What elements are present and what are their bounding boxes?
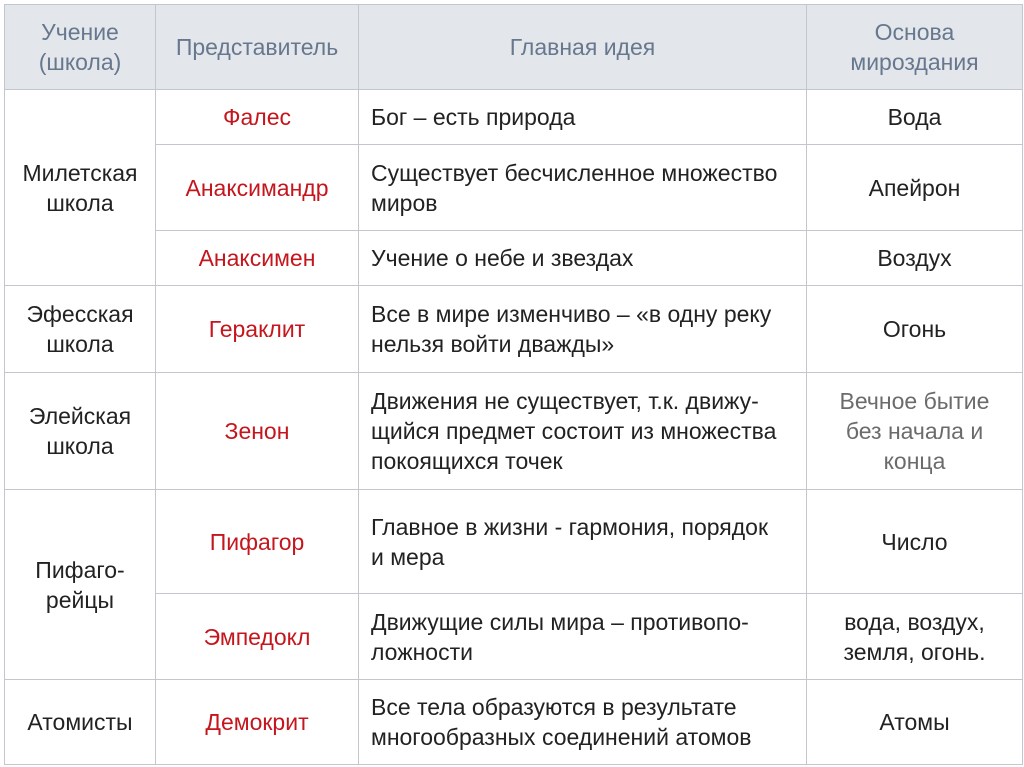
school-cell-ephesus: Эфесская школа [5, 286, 156, 373]
school-cell-elea: Элейская школа [5, 373, 156, 490]
idea-cell: Главное в жизни - гармония, порядок и мера [359, 490, 807, 594]
representative-cell: Гераклит [156, 286, 359, 373]
representative-cell: Пифагор [156, 490, 359, 594]
idea-cell: Бог – есть природа [359, 90, 807, 145]
basis-cell: Число [807, 490, 1023, 594]
idea-cell: Все тела образуются в результате многообразных соединений атомов [359, 680, 807, 765]
header-school: Учение (школа) [5, 5, 156, 90]
table-row [5, 490, 1023, 594]
table-row [5, 231, 1023, 286]
table-row [5, 373, 1023, 490]
header-idea: Главная идея [359, 5, 807, 90]
basis-cell: Огонь [807, 286, 1023, 373]
basis-cell: вода, воздух, земля, огонь. [807, 594, 1023, 680]
table-row [5, 286, 1023, 373]
idea-cell: Все в мире изменчиво – «в одну реку нельзя войти дважды» [359, 286, 807, 373]
basis-cell: Апейрон [807, 145, 1023, 231]
representative-cell: Зенон [156, 373, 359, 490]
basis-cell: Вода [807, 90, 1023, 145]
representative-cell: Эмпедокл [156, 594, 359, 680]
table-row [5, 594, 1023, 680]
table-row [5, 145, 1023, 231]
header-basis: Основа мироздания [807, 5, 1023, 90]
idea-cell: Учение о небе и звездах [359, 231, 807, 286]
school-cell-miletus: Милетская школа [5, 90, 156, 286]
representative-cell: Демокрит [156, 680, 359, 765]
basis-cell: Воздух [807, 231, 1023, 286]
table-header-row [5, 5, 1023, 90]
representative-cell: Фалес [156, 90, 359, 145]
basis-cell: Атомы [807, 680, 1023, 765]
school-cell-pythagoreans: Пифаго- рейцы [5, 490, 156, 680]
philosophy-schools-table [4, 4, 1023, 765]
representative-cell: Анаксимен [156, 231, 359, 286]
idea-cell: Движения не существует, т.к. движу- щийся предмет состоит из множества покоящихся точек [359, 373, 807, 490]
basis-cell: Вечное бытие без начала и конца [807, 373, 1023, 490]
table-row [5, 90, 1023, 145]
idea-cell: Движущие силы мира – противопо- ложности [359, 594, 807, 680]
representative-cell: Анаксимандр [156, 145, 359, 231]
school-cell-atomists: Атомисты [5, 680, 156, 765]
header-representative: Представитель [156, 5, 359, 90]
idea-cell: Существует бесчисленное множество миров [359, 145, 807, 231]
table-row [5, 680, 1023, 765]
